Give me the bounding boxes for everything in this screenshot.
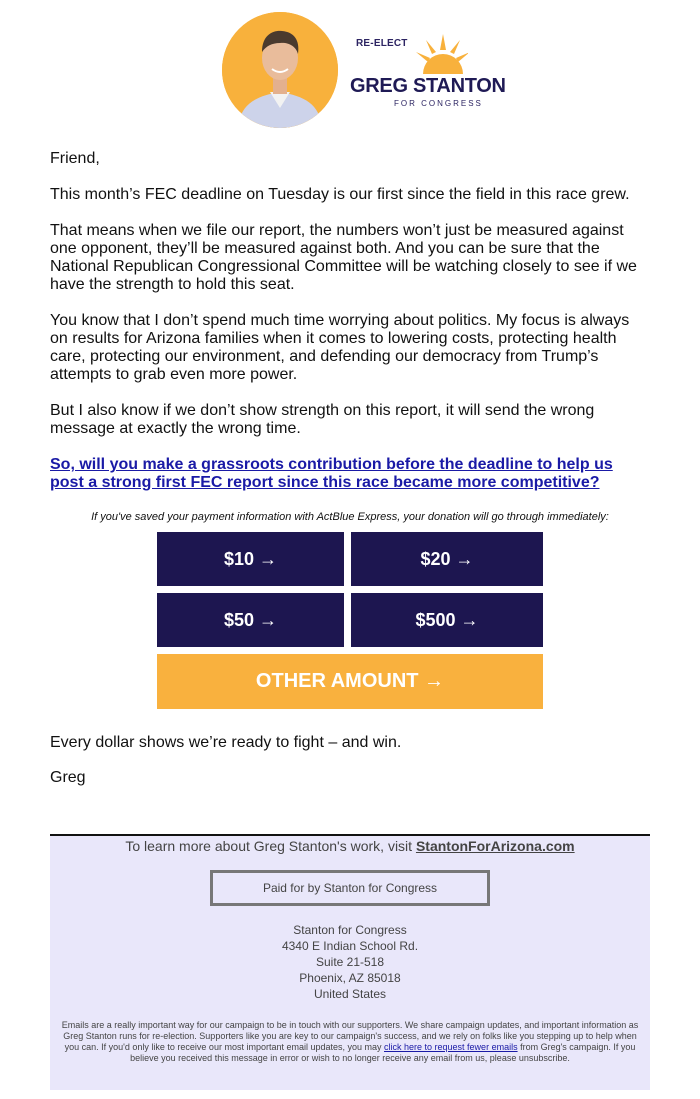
paragraph-2: That means when we file our report, the numbers won’t just be measured against one opponent, they’ll be measured against both. And you can be sure that the National Republican Congressional Committee will be watching closely to see if we have the strength to hold this seat. <box>50 222 637 293</box>
donate-20-button[interactable]: $20 → <box>351 532 543 586</box>
fewer-emails-link[interactable]: click here to request fewer emails <box>384 1042 518 1052</box>
campaign-logo <box>350 34 506 114</box>
greeting: Friend, <box>50 150 100 167</box>
address-line: 4340 E Indian School Rd. <box>281 939 419 953</box>
address-line: Stanton for Congress <box>293 923 407 937</box>
donate-10-button[interactable]: $10 → <box>157 532 344 586</box>
paragraph-3: You know that I don’t spend much time worrying about politics. My focus is always on results for Arizona families when it comes to lowering costs, protecting health care, protecting our environment, and defending our democracy from Trump’s attempts to grab even more power. <box>50 312 630 383</box>
fine-print <box>60 1020 640 1064</box>
paragraph-1: This month’s FEC deadline on Tuesday is our first since the field in this race grew. <box>50 186 630 203</box>
closing-line: Every dollar shows we’re ready to fight – and win. <box>50 734 402 751</box>
letter-body <box>50 150 650 510</box>
address-line: United States <box>313 987 387 1001</box>
logo-sub: FOR CONGRESS <box>394 99 483 108</box>
learn-more-line <box>50 838 650 854</box>
paragraph-4: But I also know if we don’t show strength on this report, it will send the wrong message at exactly the wrong time. <box>50 402 595 437</box>
cta-link[interactable]: So, will you make a grassroots contribution before the deadline to help us post a strong first FEC report since this race became more competitive? <box>50 456 613 491</box>
logo-reelect: RE-ELECT <box>356 38 408 49</box>
address-line: Suite 21-518 <box>315 955 385 969</box>
donate-other-amount-button[interactable]: OTHER AMOUNT → <box>157 654 543 709</box>
logo-name: GREG STANTON <box>350 75 506 97</box>
address-line: Phoenix, AZ 85018 <box>299 971 401 985</box>
actblue-note: If you've saved your payment information with ActBlue Express, your donation will go through immediately: <box>91 511 609 523</box>
fine-print-text-end: from Greg's campaign. If you believe you received this message in error or wish to no longer receive any email from us, please unsubscribe. <box>130 1042 636 1063</box>
website-link[interactable]: StantonForArizona.com <box>415 838 575 854</box>
candidate-avatar <box>222 12 338 128</box>
mailing-address <box>50 922 650 1002</box>
email-footer <box>50 834 650 1090</box>
signature: Greg <box>50 769 86 786</box>
learn-more-text: To learn more about Greg Stanton's work, visit <box>125 838 416 854</box>
donate-50-button[interactable]: $50 → <box>157 593 344 647</box>
fine-print-text: Emails are a really important way for our campaign to be in touch with our supporters. We share campaign updates, and important information as Greg Stanton runs for re-election. Supporters like you are key to our campaign's success, and we rely on folks like you stepping up to help when you can. If you'd only like to receive our most important email updates, you may <box>61 1020 639 1052</box>
email-header <box>0 12 700 130</box>
paid-for-box: Paid for by Stanton for Congress <box>210 870 490 906</box>
donate-500-button[interactable]: $500 → <box>351 593 543 647</box>
candidate-photo-icon <box>222 12 338 128</box>
